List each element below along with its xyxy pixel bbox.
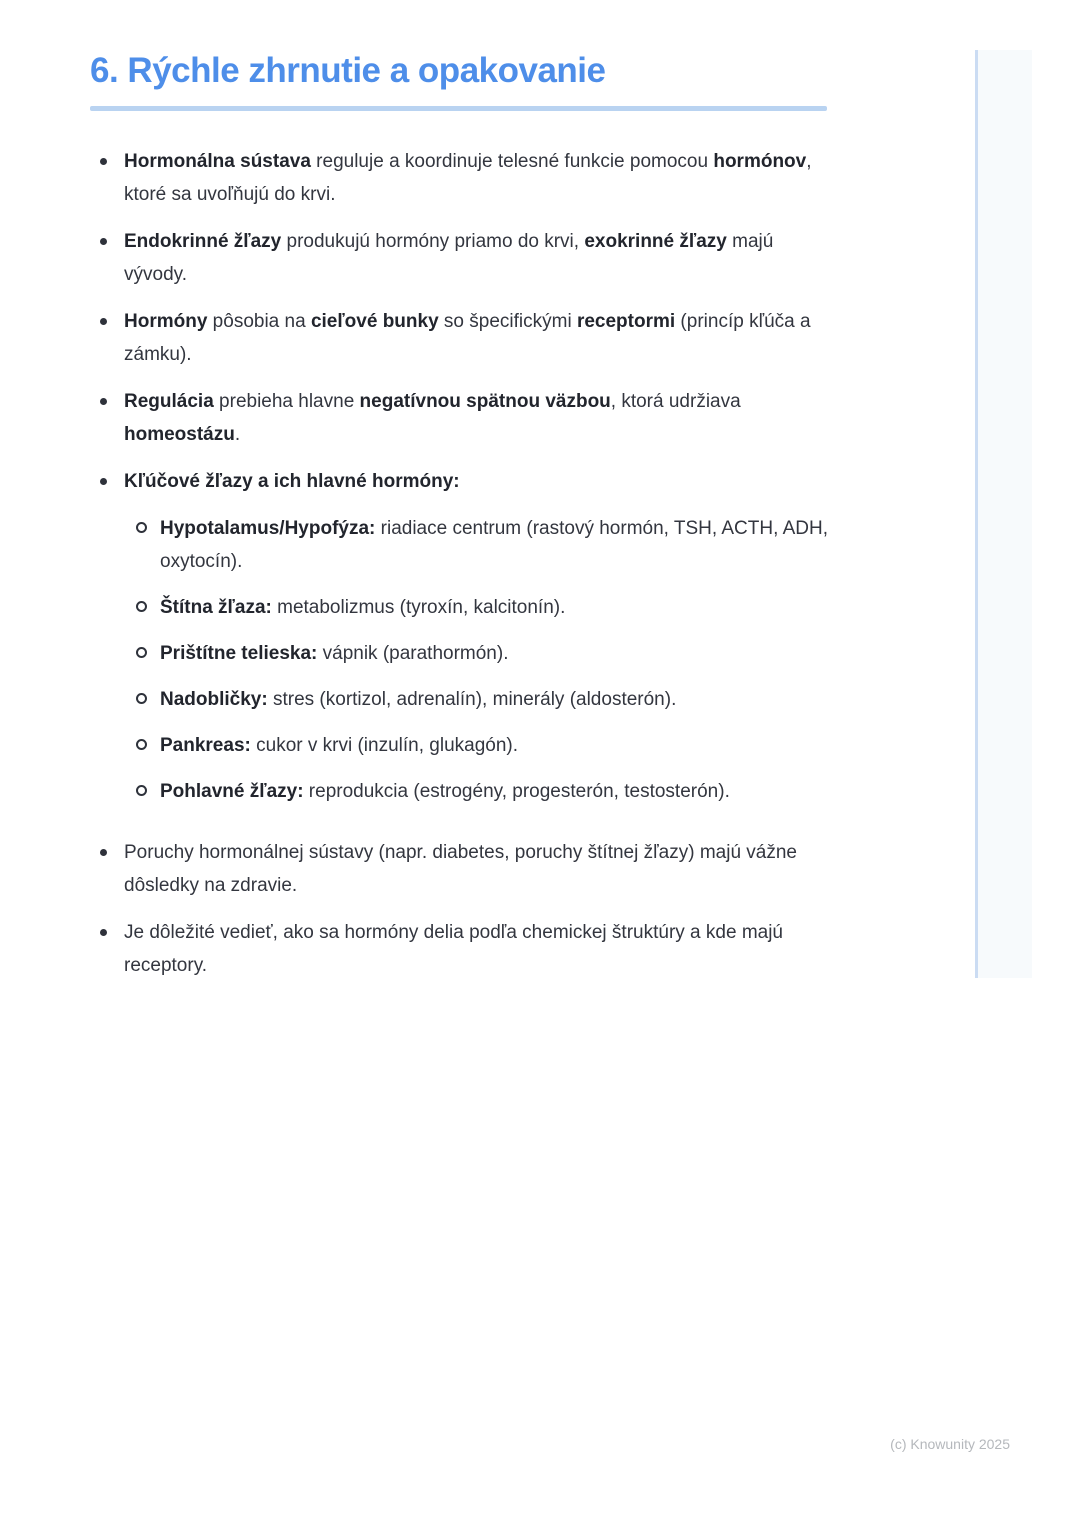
list-item-text	[160, 775, 832, 808]
bullet-marker-icon	[100, 478, 107, 485]
regular-text: so špecifickými	[438, 310, 577, 332]
bold-text: hormónov	[713, 150, 807, 172]
summary-list	[90, 145, 832, 982]
bold-text: Kľúčové žľazy a ich hlavné hormóny:	[124, 470, 460, 492]
circle-marker-icon	[136, 693, 147, 704]
list-item-text	[160, 637, 832, 670]
regular-text: produkujú hormóny priamo do krvi,	[281, 230, 585, 252]
regular-text: .	[234, 423, 241, 445]
bold-text: Nadobličky:	[160, 688, 268, 710]
bold-text: Hormonálna sústava	[124, 150, 311, 172]
regular-text: reguluje a koordinuje telesné funkcie pomocou	[310, 150, 714, 172]
list-item-text	[124, 465, 832, 498]
list-item-text	[124, 916, 832, 982]
list-item	[90, 465, 832, 498]
regular-text: , ktorá udržiava	[610, 390, 741, 412]
list-item	[90, 145, 832, 211]
regular-text: majú vývody.	[124, 230, 774, 285]
bold-text: Endokrinné žľazy	[124, 230, 282, 252]
bold-text: Štítna žľaza:	[160, 596, 272, 618]
bullet-marker-icon	[100, 849, 107, 856]
sub-list-item	[126, 512, 832, 578]
footer-copyright: (c) Knowunity 2025	[890, 1436, 1010, 1452]
list-item-text	[160, 512, 832, 578]
regular-text: cukor v krvi (inzulín, glukagón).	[250, 734, 519, 756]
bold-text: receptormi	[576, 310, 676, 332]
regular-text: stres (kortizol, adrenalín), minerály (aldosterón).	[267, 688, 677, 710]
bold-text: Hypotalamus/Hypofýza:	[160, 517, 376, 539]
list-item-text	[124, 225, 832, 291]
list-item	[90, 305, 832, 371]
regular-text: (princíp kľúča a zámku).	[124, 310, 811, 365]
list-item	[90, 385, 832, 451]
circle-marker-icon	[136, 522, 147, 533]
list-item	[90, 225, 832, 291]
bold-text: homeostázu	[124, 423, 235, 445]
sub-list-item	[126, 637, 832, 670]
bullet-marker-icon	[100, 158, 107, 165]
list-item-text	[160, 729, 832, 762]
sub-list-item	[126, 591, 832, 624]
regular-text: reprodukcia (estrogény, progesterón, testosterón).	[303, 780, 730, 802]
regular-text: Je dôležité vedieť, ako sa hormóny delia podľa chemickej štruktúry a kde majú receptory.	[124, 921, 783, 976]
list-item-text	[160, 591, 832, 624]
right-margin-strip	[975, 50, 1032, 978]
list-item-text	[124, 836, 832, 902]
bullet-marker-icon	[100, 929, 107, 936]
bold-text: Regulácia	[124, 390, 214, 412]
bullet-marker-icon	[100, 318, 107, 325]
regular-text: vápnik (parathormón).	[317, 642, 509, 664]
list-item	[90, 916, 832, 982]
list-item-text	[124, 305, 832, 371]
page-title: 6. Rýchle zhrnutie a opakovanie	[90, 51, 606, 90]
list-item	[90, 836, 832, 902]
bold-text: negatívnou spätnou väzbou	[359, 390, 611, 412]
bullet-marker-icon	[100, 398, 107, 405]
circle-marker-icon	[136, 601, 147, 612]
title-underline	[90, 106, 827, 111]
bold-text: cieľové bunky	[310, 310, 439, 332]
bold-text: exokrinné žľazy	[584, 230, 727, 252]
circle-marker-icon	[136, 647, 147, 658]
circle-marker-icon	[136, 739, 147, 750]
regular-text: prebieha hlavne	[213, 390, 360, 412]
list-item-text	[160, 683, 832, 716]
regular-text: , ktoré sa uvoľňujú do krvi.	[124, 150, 812, 205]
regular-text: pôsobia na	[207, 310, 311, 332]
regular-text: riadiace centrum (rastový hormón, TSH, ACTH, ADH, oxytocín).	[160, 517, 828, 572]
bullet-marker-icon	[100, 238, 107, 245]
regular-text: metabolizmus (tyroxín, kalcitonín).	[271, 596, 566, 618]
bold-text: Pohlavné žľazy:	[160, 780, 304, 802]
circle-marker-icon	[136, 785, 147, 796]
regular-text: Poruchy hormonálnej sústavy (napr. diabetes, poruchy štítnej žľazy) majú vážne dôsledky na zdravie.	[124, 841, 797, 896]
list-item-text	[124, 145, 832, 211]
sub-list-item	[126, 683, 832, 716]
list-item-text	[124, 385, 832, 451]
bold-text: Pankreas:	[160, 734, 251, 756]
bold-text: Hormóny	[124, 310, 208, 332]
bold-text: Prištítne telieska:	[160, 642, 318, 664]
sub-list-item	[126, 775, 832, 808]
sub-list-item	[126, 729, 832, 762]
